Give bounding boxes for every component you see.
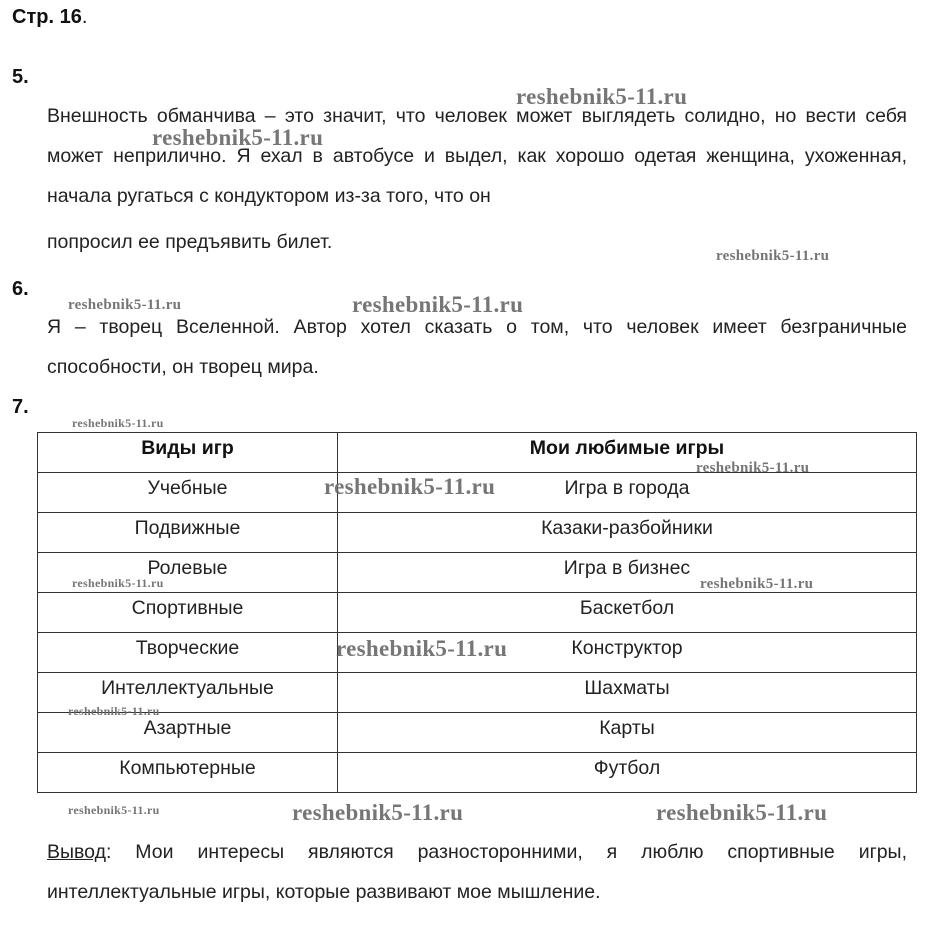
- game-type-cell: Подвижные: [38, 513, 338, 553]
- header-game-types: Виды игр: [38, 433, 338, 473]
- favorite-game-cell: Конструктор: [338, 633, 917, 673]
- favorite-game-cell: Игра в бизнес: [338, 553, 917, 593]
- watermark: reshebnik5-11.ru: [68, 704, 160, 718]
- conclusion: [47, 832, 907, 912]
- question-7-number: 7.: [12, 396, 29, 418]
- table-row: [38, 753, 917, 793]
- favorite-game-cell: Футбол: [338, 753, 917, 793]
- favorite-game-cell: Шахматы: [338, 673, 917, 713]
- conclusion-text: : Мои интересы являются разносторонними, я люблю спортивные игры, интеллектуальные игры, которые развивают мое мышление.: [47, 841, 907, 903]
- game-type-cell: Интеллектуальные: [38, 673, 338, 713]
- watermark: reshebnik5-11.ru: [324, 474, 496, 499]
- question-5-number: 5.: [12, 66, 29, 88]
- watermark: reshebnik5-11.ru: [72, 576, 164, 590]
- watermark: reshebnik5-11.ru: [700, 576, 814, 592]
- game-type-cell: Компьютерные: [38, 753, 338, 793]
- table-row: [38, 593, 917, 633]
- table-row: [38, 513, 917, 553]
- watermark: reshebnik5-11.ru: [352, 292, 524, 317]
- favorite-game-cell: Баскетбол: [338, 593, 917, 633]
- header-favorite-games: Мои любимые игры: [338, 433, 917, 473]
- table-row: [38, 673, 917, 713]
- watermark: reshebnik5-11.ru: [292, 800, 464, 825]
- watermark: reshebnik5-11.ru: [68, 803, 160, 817]
- favorite-game-cell: Карты: [338, 713, 917, 753]
- watermark: reshebnik5-11.ru: [336, 636, 508, 661]
- favorite-game-cell: Игра в города: [338, 473, 917, 513]
- game-type-cell: Спортивные: [38, 593, 338, 633]
- question-6-number: 6.: [12, 278, 29, 300]
- conclusion-label: Вывод: [47, 841, 106, 863]
- watermark: reshebnik5-11.ru: [72, 416, 164, 430]
- question-5-answer: [47, 96, 907, 262]
- watermark: reshebnik5-11.ru: [696, 460, 810, 476]
- game-type-cell: Учебные: [38, 473, 338, 513]
- game-type-cell: Азартные: [38, 713, 338, 753]
- watermark: reshebnik5-11.ru: [68, 297, 182, 313]
- watermark: reshebnik5-11.ru: [656, 800, 828, 825]
- watermark: reshebnik5-11.ru: [516, 84, 688, 109]
- page-number: Стр. 16.: [12, 6, 88, 28]
- game-type-cell: Ролевые: [38, 553, 338, 593]
- watermark: reshebnik5-11.ru: [716, 248, 830, 264]
- question-6-answer: [47, 307, 907, 387]
- question-5-text: Внешность обманчива – это значит, что человек может выглядеть солидно, но вести себя может неприлично. Я ехал в автобусе и выдел, как хорошо одетая женщина, ухоженная, начала ругаться с кондуктором из-за того, что он: [47, 105, 907, 207]
- watermark: reshebnik5-11.ru: [152, 125, 324, 150]
- question-5-last-line: попросил ее предъявить билет.: [47, 231, 333, 253]
- table-row: [38, 713, 917, 753]
- favorite-game-cell: Казаки-разбойники: [338, 513, 917, 553]
- game-type-cell: Творческие: [38, 633, 338, 673]
- question-6-text: Я – творец Вселенной. Автор хотел сказать о том, что человек имеет безграничные способности, он творец мира.: [47, 316, 907, 378]
